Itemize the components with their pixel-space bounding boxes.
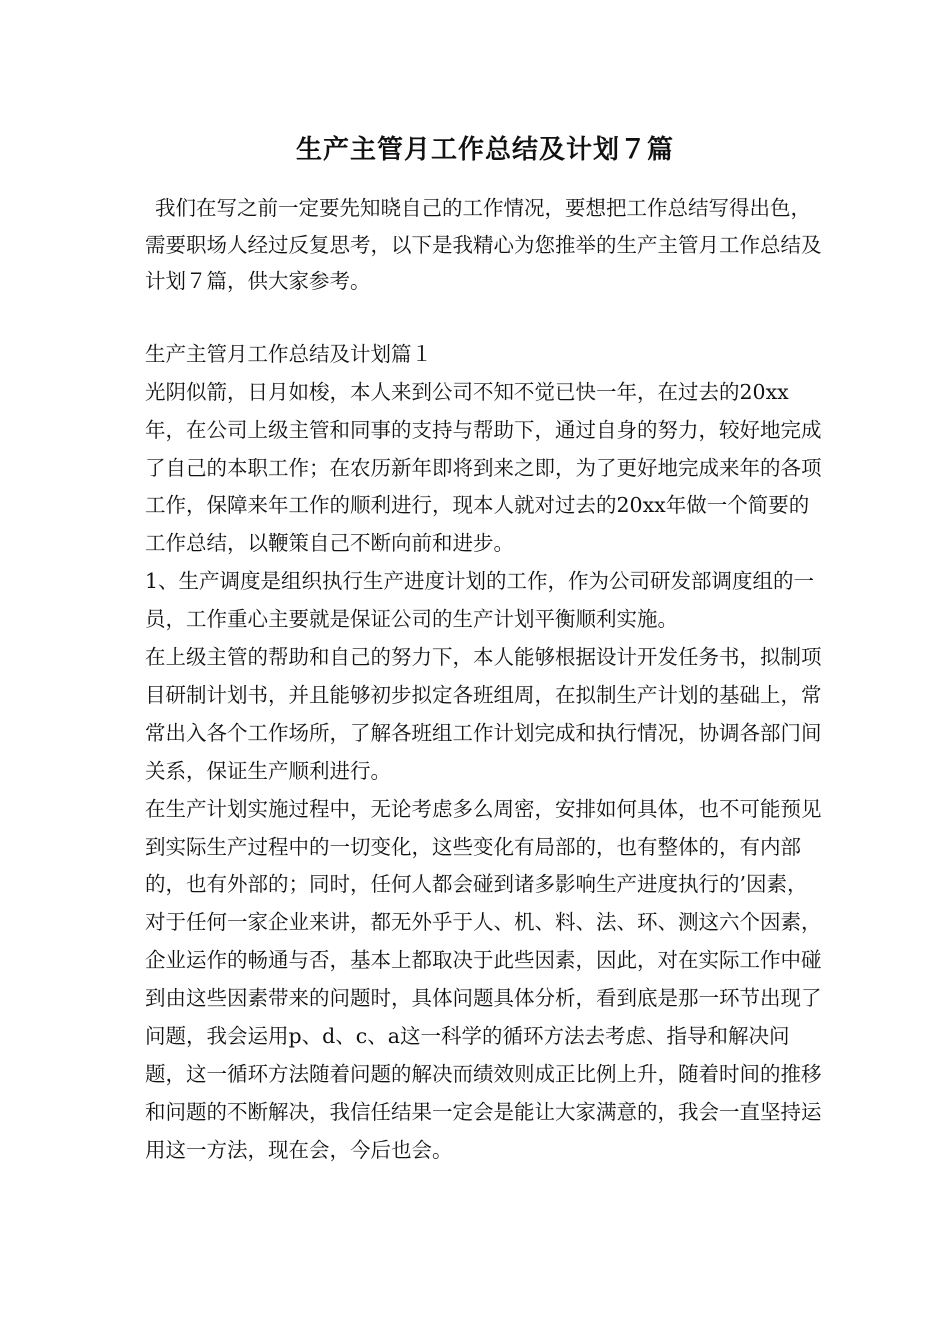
document-title: 生产主管月工作总结及计划７篇 — [295, 135, 674, 165]
paragraph-spacer — [145, 300, 825, 336]
body-paragraph: 1、生产调度是组织执行生产进度计划的工作，作为公司研发部调度组的一员，工作重心主要就是保证公司的生产计划平衡顺利实施。 — [145, 569, 815, 632]
intro-paragraph: 我们在写之前一定要先知晓自己的工作情况，要想把工作总结写得出色，需要职场人经过反复思考，以下是我精心为您推举的生产主管月工作总结及计划７篇，供大家参考。 — [145, 196, 822, 294]
body-paragraph: 在上级主管的帮助和自己的努力下，本人能够根据设计开发任务书，拟制项目研制计划书，并且能够初步拟定各班组周，在拟制生产计划的基础上，常常出入各个工作场所，了解各班组工作计划完成和执行情况，协调各部门间关系，保证生产顺利进行。 — [145, 645, 822, 783]
body-paragraph: 在生产计划实施过程中，无论考虑多么周密，安排如何具体，也不可能预见到实际生产过程中的一切变化，这些变化有局部的，也有整体的，有内部的，也有外部的；同时，任何人都会碰到诸多影响生产进度执行的’因素，对于任何一家企业来讲，都无外乎于人、机、料、法、环、测这六个因素，企业运作的畅通与否，基本上都取决于此些因素，因此，对在实际工作中碰到由这些因素带来的问题时，具体问题具体分析，看到底是那一环节出现了问题，我会运用p、d、c、a这一科学的循环方法去考虑、指导和解决问题，这一循环方法随着问题的解决而绩效则成正比例上升，随着时间的推移和问题的不断解决，我信任结果一定会是能让大家满意的，我会一直坚持运用这一方法，现在会，今后也会。 — [145, 796, 822, 1162]
body-paragraph: 光阴似箭，日月如梭，本人来到公司不知不觉已快一年，在过去的20xx年，在公司上级主管和同事的支持与帮助下，通过自身的努力，较好地完成了自己的本职工作；在农历新年即将到来之即，为了更好地完成来年的各项工作，保障来年工作的顺利进行，现本人就对过去的20xx年做一个简要的工作总结，以鞭策自己不断向前和进步。 — [145, 379, 822, 556]
document-page — [145, 128, 825, 1170]
section-heading: 生产主管月工作总结及计划篇１ — [145, 341, 432, 366]
